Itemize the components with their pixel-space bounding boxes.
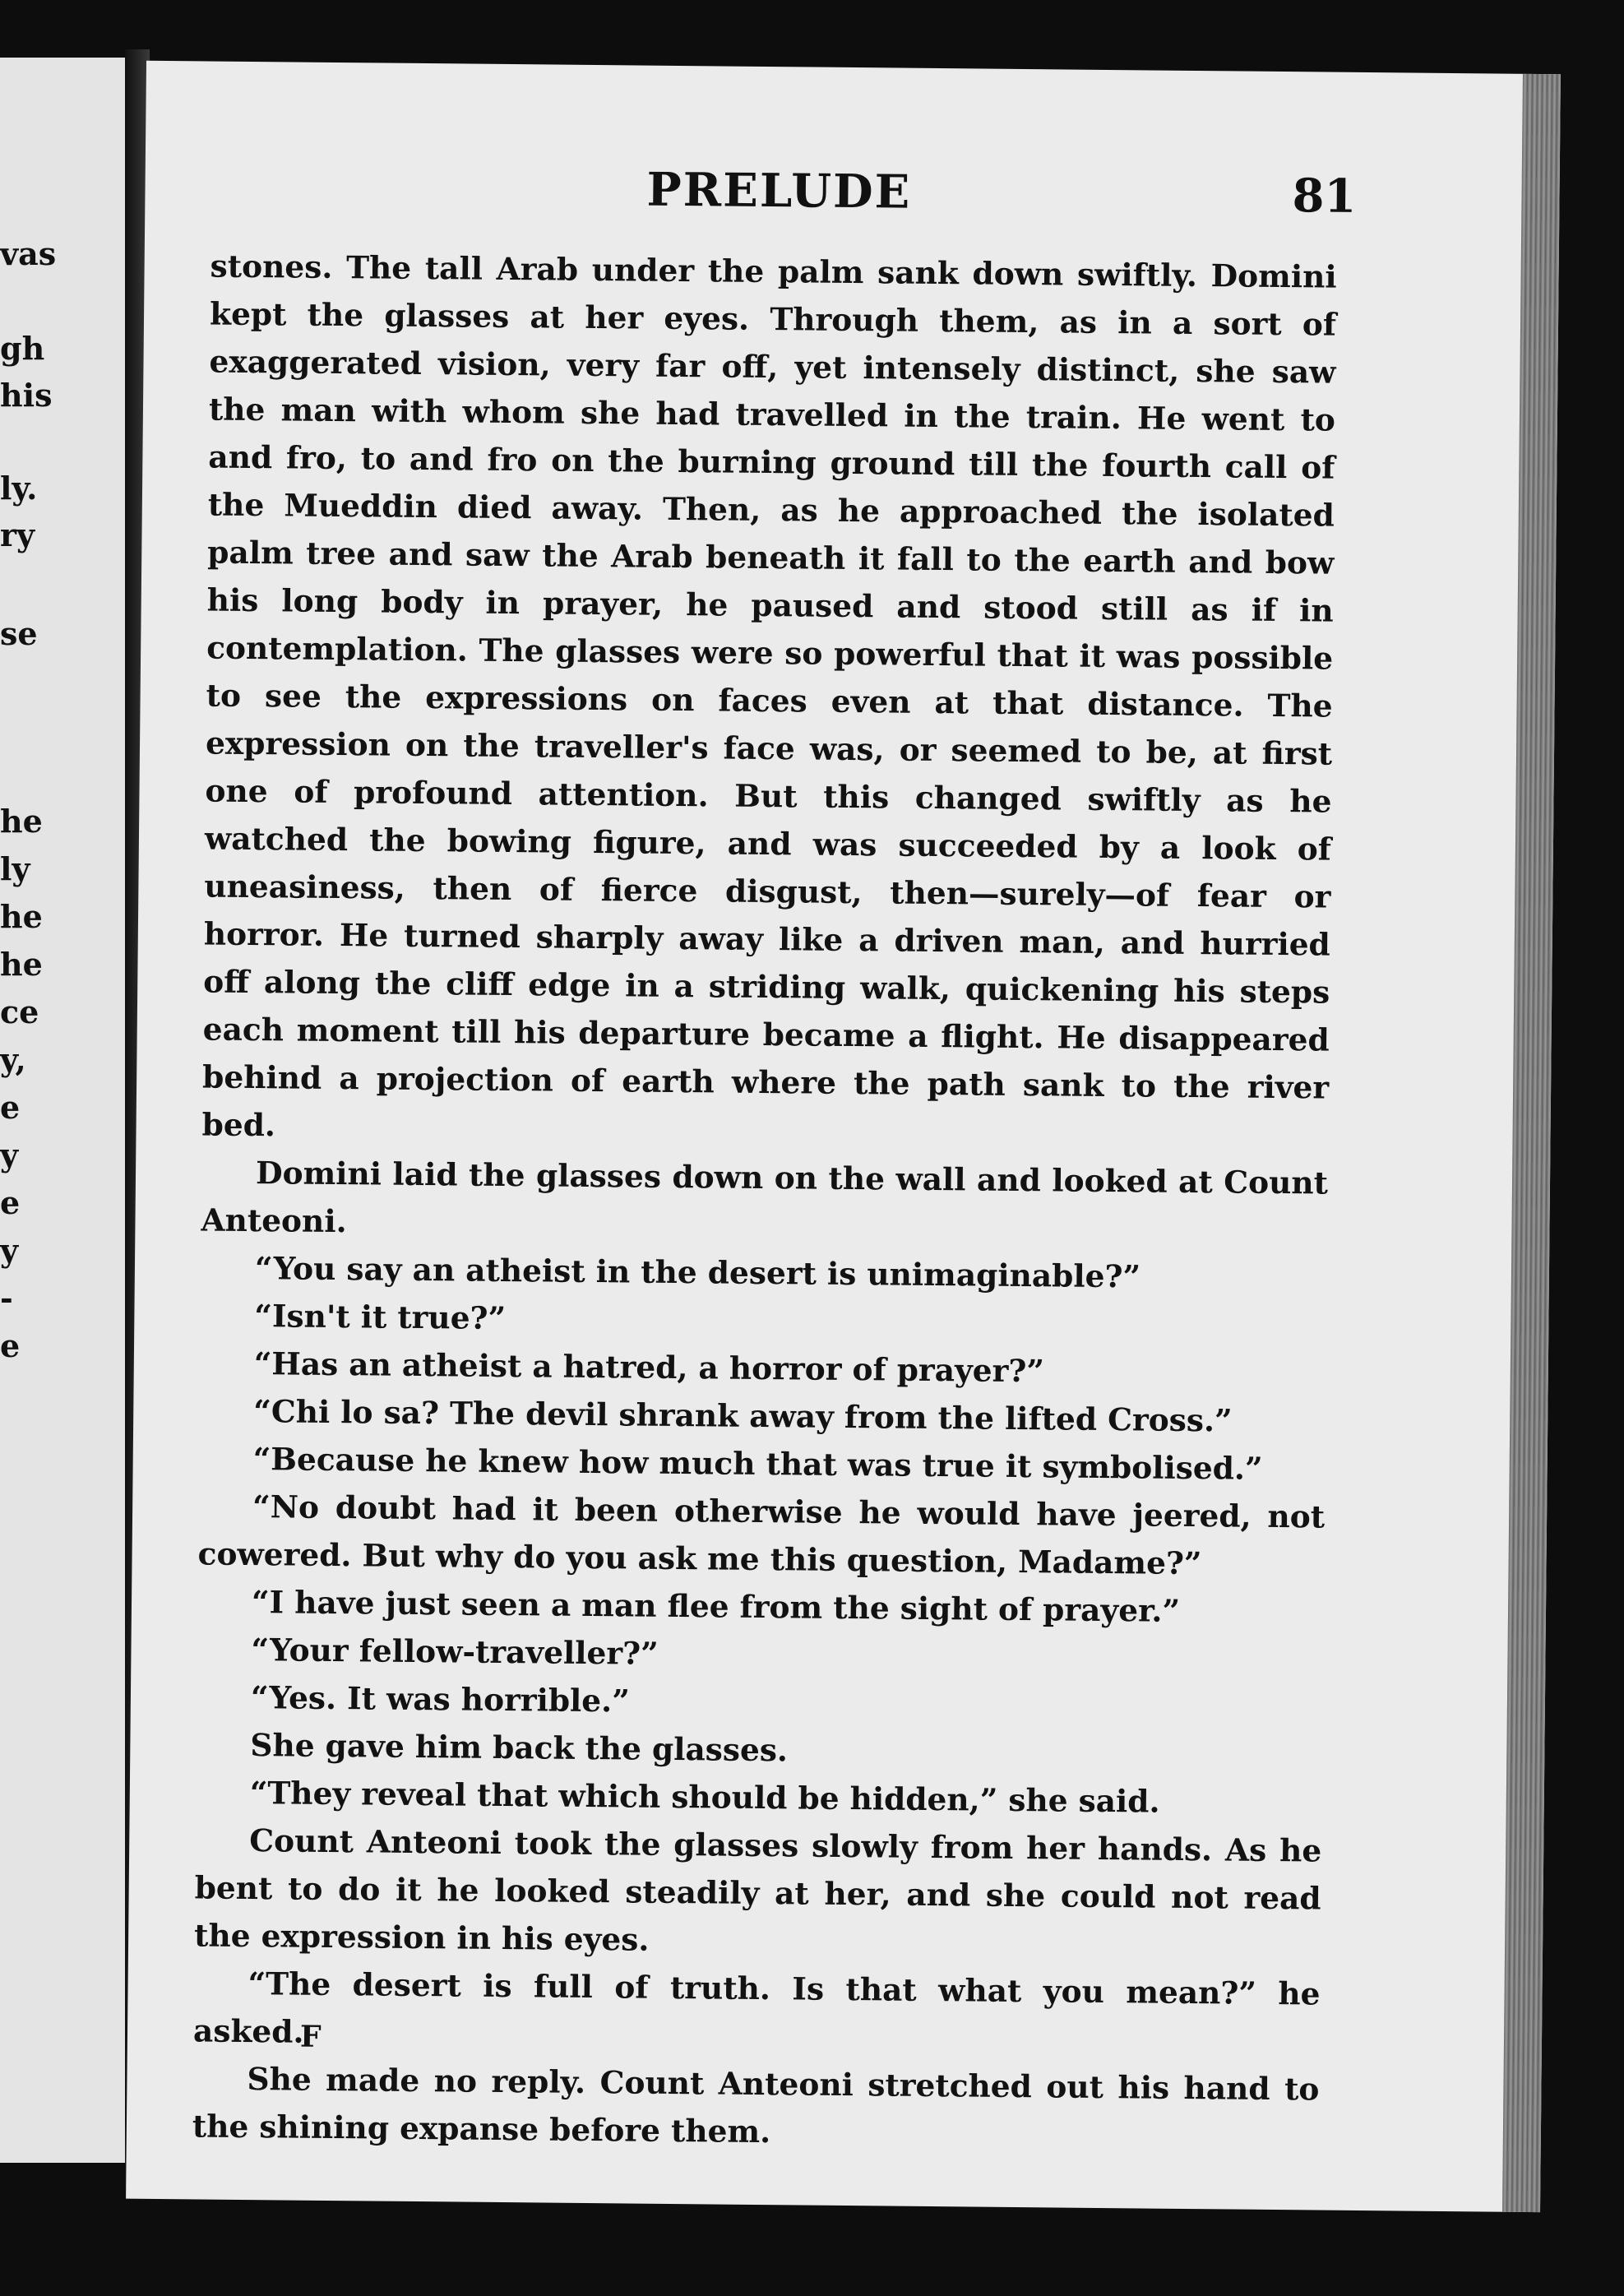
paragraph: “Because he knew how much that was true it symbolised.” bbox=[252, 1441, 1263, 1487]
page-edge bbox=[1502, 74, 1561, 2212]
facing-page-text: he bbox=[0, 898, 43, 935]
facing-page-text: ly bbox=[0, 850, 30, 887]
paragraph: “They reveal that which should be hidden,” she said. bbox=[249, 1775, 1160, 1820]
facing-page-text: he bbox=[0, 946, 43, 983]
paragraph: She gave him back the glasses. bbox=[250, 1727, 789, 1769]
facing-page-text: e bbox=[0, 1184, 21, 1221]
paragraph: “Yes. It was horrible.” bbox=[250, 1679, 630, 1720]
facing-page-text: his bbox=[0, 377, 53, 414]
facing-page-text: gh bbox=[0, 330, 45, 367]
facing-page-text: vas bbox=[0, 235, 57, 272]
paragraph: “Has an atheist a hatred, a horror of prayer?” bbox=[253, 1345, 1045, 1390]
signature-mark: F bbox=[299, 2019, 322, 2054]
paragraph: “I have just seen a man flee from the sight of prayer.” bbox=[251, 1584, 1181, 1629]
body-text bbox=[192, 243, 1337, 2161]
paragraph: “You say an atheist in the desert is unimaginable?” bbox=[254, 1250, 1141, 1295]
paragraph: She made no reply. Count Anteoni stretched out his hand to the shining expanse before them. bbox=[192, 2061, 1320, 2150]
facing-page-text: he bbox=[0, 803, 43, 840]
facing-page-text: ly. bbox=[0, 470, 38, 507]
paragraph: Count Anteoni took the glasses slowly from her hands. As he bent to do it he looked steadily at her, and she could not read the expression in his eyes. bbox=[193, 1822, 1322, 1958]
paragraph: “The desert is full of truth. Is that what you mean?” he asked. bbox=[192, 1965, 1321, 2050]
facing-page-text: y, bbox=[0, 1041, 26, 1078]
paragraph: “Isn't it true?” bbox=[254, 1298, 507, 1337]
facing-page-text: y bbox=[0, 1232, 19, 1269]
facing-page-text: - bbox=[0, 1280, 13, 1317]
book-page bbox=[126, 61, 1561, 2212]
paragraph: Domini laid the glasses down on the wall and looked at Count Anteoni. bbox=[201, 1155, 1329, 1240]
running-head: PRELUDE bbox=[646, 162, 912, 220]
paragraph: “Your fellow-traveller?” bbox=[251, 1632, 659, 1672]
paragraph: “No doubt had it been otherwise he would have jeered, not cowered. But why do you ask me this question, Madame?” bbox=[197, 1488, 1326, 1582]
facing-page-text: ry bbox=[0, 516, 35, 553]
facing-page-text: se bbox=[0, 615, 38, 652]
facing-page-text: e bbox=[0, 1327, 21, 1364]
paragraph: stones. The tall Arab under the palm sank down swiftly. Domini kept the glasses at her eyes. Through them, as in a sort of exaggerated vision, very far off, yet intensely distinct, she saw the man with whom she had travelled in the train. He went to and fro, to and fro on the burning ground till the fourth call of the Mueddin died away. Then, as he approached the isolated palm tree and saw the Arab beneath it fall to the earth and bow his long body in prayer, he paused and stood still as if in contemplation. The glasses were so powerful that it was possible to see the expressions on faces even at that distance. The expression on the traveller's face was, or seemed to be, at first one of profound attention. But this changed swiftly as he watched the bowing figure, and was succeeded by a look of uneasiness, then of fierce disgust, then—surely—of fear or horror. He turned sharply away like a driven man, and hurried off along the cliff edge in a striding walk, quickening his steps each moment till his departure became a flight. He disappeared behind a projection of earth where the path sank to the river bed. bbox=[201, 248, 1337, 1144]
page-number: 81 bbox=[1292, 169, 1357, 224]
facing-page-fragment bbox=[0, 58, 133, 2163]
facing-page-text: e bbox=[0, 1089, 21, 1126]
facing-page-text: y bbox=[0, 1136, 19, 1173]
paragraph: “Chi lo sa? The devil shrank away from the lifted Cross.” bbox=[253, 1393, 1233, 1439]
facing-page-text: ce bbox=[0, 993, 39, 1030]
